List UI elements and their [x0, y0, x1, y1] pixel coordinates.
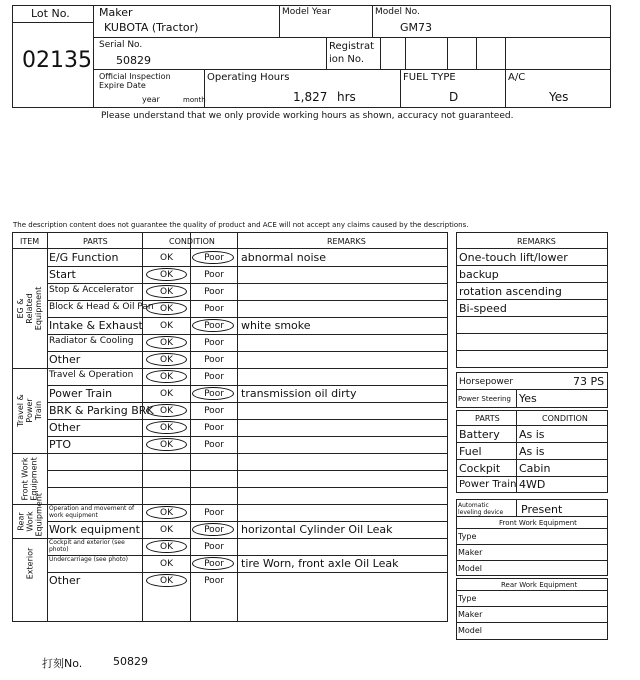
poor-label: Poor: [204, 304, 224, 314]
remark-text: white smoke: [241, 319, 311, 332]
col-item-header: ITEM: [20, 237, 40, 246]
disclaimer: The description content does not guarantee the quality of product and ACE will not accept any claims caused by the descriptions.: [13, 221, 469, 229]
part-label: Work equipment: [49, 523, 140, 536]
row-divider: [47, 436, 448, 437]
ok-label: OK: [160, 287, 173, 297]
col-condition-header: CONDITION: [169, 237, 215, 246]
group-label-text: Travel & Power Train: [16, 394, 43, 427]
poor-label: Poor: [204, 542, 224, 552]
row-divider: [47, 351, 448, 352]
hours-label: Operating Hours: [207, 72, 290, 83]
remark-text: abnormal noise: [241, 251, 327, 264]
auto-level-value: Present: [521, 503, 563, 516]
power-steering-label: Power Steering: [458, 395, 511, 403]
side-parts-label: PARTS: [475, 414, 500, 423]
part-label: PTO: [49, 438, 72, 451]
registration-label-1: Registrat: [329, 41, 375, 52]
ok-selected-oval: [146, 268, 187, 281]
ok-label: OK: [160, 253, 173, 263]
horsepower-label: Horsepower: [459, 377, 514, 387]
power-steering-value: Yes: [519, 392, 537, 405]
side-remark-3: rotation ascending: [459, 285, 562, 298]
part-label: Power Train: [49, 387, 113, 400]
poor-selected-oval: [192, 557, 234, 570]
group-divider: [12, 453, 448, 454]
poor-label: Poor: [204, 287, 224, 297]
remark-text: transmission oil dirty: [241, 387, 357, 400]
registration-label-2: ion No.: [329, 54, 365, 65]
part-label: Travel & Operation: [49, 370, 134, 380]
maker-label: Maker: [99, 6, 133, 19]
ok-label: OK: [160, 338, 173, 348]
ok-label: OK: [160, 559, 173, 569]
group-label-text: Rear Work Equipment: [16, 492, 43, 536]
front-type-label: Type: [458, 532, 477, 541]
month-label: month: [183, 96, 206, 104]
ok-selected-oval: [146, 506, 187, 519]
poor-label: Poor: [204, 406, 224, 416]
part-label: Radiator & Cooling: [49, 336, 134, 346]
model-no-value: GM73: [400, 21, 433, 34]
poor-selected-oval: [192, 319, 234, 332]
ok-selected-oval: [146, 336, 187, 349]
ok-label: OK: [160, 270, 173, 280]
part-label: Operation and movement of work equipment: [49, 505, 135, 519]
year-label: year: [142, 95, 160, 104]
model-no-label: Model No.: [375, 7, 420, 17]
side-part-fuel: Fuel: [459, 445, 482, 458]
col-remarks-header: REMARKS: [327, 237, 366, 246]
poor-label: Poor: [204, 423, 224, 433]
row-divider: [47, 402, 448, 403]
ok-selected-oval: [146, 404, 187, 417]
row-divider: [47, 419, 448, 420]
ok-selected-oval: [146, 438, 187, 451]
row-divider: [47, 283, 448, 284]
ok-selected-oval: [146, 574, 187, 587]
group-label-text: Exterior: [24, 547, 34, 580]
side-part-battery: Battery: [459, 428, 500, 441]
ok-label: OK: [160, 355, 173, 365]
rear-type-label: Type: [458, 594, 477, 603]
group-label-eg: [13, 249, 46, 368]
ok-label: OK: [160, 372, 173, 382]
poor-label: Poor: [204, 508, 224, 518]
side-cond-fuel: As is: [519, 445, 545, 458]
ok-selected-oval: [146, 540, 187, 553]
footer-label: 打刻No.: [42, 657, 83, 670]
ok-label: OK: [160, 542, 173, 552]
remark-text: tire Worn, front axle Oil Leak: [241, 557, 399, 570]
hours-note: Please understand that we only provide working hours as shown, accuracy not guaranteed.: [101, 111, 514, 121]
ok-label: OK: [160, 576, 173, 586]
row-divider: [47, 334, 448, 335]
side-cond-power-train: 4WD: [519, 478, 546, 491]
part-label: BRK & Parking BRK: [49, 404, 154, 417]
poor-label: Poor: [204, 576, 224, 586]
part-label: Start: [49, 268, 76, 281]
poor-selected-oval: [192, 251, 234, 264]
part-label: Other: [49, 353, 81, 366]
part-label: Undercarriage (see photo): [49, 556, 128, 563]
poor-label: Poor: [204, 525, 224, 535]
front-model-label: Model: [458, 564, 483, 573]
row-divider: [47, 572, 448, 573]
footer-value: 50829: [113, 655, 148, 668]
group-divider: [12, 368, 448, 369]
ok-label: OK: [160, 508, 173, 518]
ok-label: OK: [160, 440, 173, 450]
lot-no: 02135: [22, 48, 92, 73]
row-divider: [47, 470, 448, 471]
ok-selected-oval: [146, 353, 187, 366]
ok-selected-oval: [146, 302, 187, 315]
side-condition-label: CONDITION: [542, 414, 588, 423]
group-label-exterior: [13, 538, 46, 589]
part-label: Other: [49, 421, 81, 434]
ok-label: OK: [160, 423, 173, 433]
remark-text: horizontal Cylinder Oil Leak: [241, 523, 393, 536]
side-remarks-title: REMARKS: [517, 237, 556, 246]
part-label: Block & Head & Oil Pan: [49, 302, 154, 312]
horsepower-value: 73 PS: [573, 375, 605, 388]
side-part-cockpit: Cockpit: [459, 462, 501, 475]
rear-equipment-title: Rear Work Equipment: [501, 581, 578, 589]
row-divider: [47, 487, 448, 488]
group-label-rear: [13, 492, 46, 538]
poor-label: Poor: [204, 253, 224, 263]
poor-label: Poor: [204, 389, 224, 399]
poor-selected-oval: [192, 523, 234, 536]
poor-label: Poor: [204, 355, 224, 365]
poor-label: Poor: [204, 338, 224, 348]
ok-label: OK: [160, 406, 173, 416]
hours-unit: hrs: [337, 90, 356, 104]
poor-label: Poor: [204, 440, 224, 450]
part-label: E/G Function: [49, 251, 119, 264]
ok-label: OK: [160, 525, 173, 535]
side-part-power-train: Power Train: [459, 479, 517, 490]
col-parts-header: PARTS: [83, 237, 108, 246]
rear-maker-label: Maker: [458, 610, 483, 619]
group-label-travel: [13, 368, 46, 453]
rear-model-label: Model: [458, 626, 483, 635]
front-equipment-title: Front Work Equipment: [499, 519, 577, 527]
hours-value: 1,827: [293, 90, 328, 104]
ok-selected-oval: [146, 370, 187, 383]
side-remark-1: One-touch lift/lower: [459, 251, 568, 264]
serial-label: Serial No.: [99, 40, 143, 50]
row-divider: [47, 266, 448, 267]
serial-value: 50829: [116, 54, 151, 67]
poor-label: Poor: [204, 559, 224, 569]
ac-value: Yes: [549, 90, 569, 104]
part-label: Stop & Accelerator: [49, 285, 134, 295]
side-cond-cockpit: Cabin: [519, 462, 551, 475]
ok-label: OK: [160, 304, 173, 314]
side-remark-2: backup: [459, 268, 499, 281]
inspection-label-2: Expire Date: [99, 81, 146, 90]
row-divider: [47, 300, 448, 301]
ac-label: A/C: [508, 72, 526, 83]
front-maker-label: Maker: [458, 548, 483, 557]
part-label: Intake & Exhaust: [49, 319, 143, 332]
inspection-label-1: Official Inspection: [99, 72, 171, 81]
row-divider: [47, 385, 448, 386]
lot-no-label: Lot No.: [31, 7, 70, 20]
auto-level-label: Automatic leveling device: [458, 502, 504, 516]
maker-value: KUBOTA (Tractor): [104, 21, 199, 34]
group-label-text: EG & Related Equipment: [16, 286, 44, 331]
fuel-label: FUEL TYPE: [403, 72, 456, 83]
side-remark-4: Bi-speed: [459, 302, 507, 315]
group-label-text: Front Work Equipment: [20, 456, 39, 501]
fuel-value: D: [449, 90, 459, 104]
poor-label: Poor: [204, 270, 224, 280]
poor-label: Poor: [204, 321, 224, 331]
side-cond-battery: As is: [519, 428, 545, 441]
row-divider: [47, 521, 448, 522]
model-year-label: Model Year: [282, 7, 331, 17]
part-label: Cockpit and exterior (see photo): [49, 539, 125, 553]
poor-selected-oval: [192, 387, 234, 400]
poor-label: Poor: [204, 372, 224, 382]
ok-selected-oval: [146, 421, 187, 434]
row-divider: [47, 317, 448, 318]
part-label: Other: [49, 574, 81, 587]
ok-label: OK: [160, 389, 173, 399]
ok-label: OK: [160, 321, 173, 331]
ok-selected-oval: [146, 285, 187, 298]
